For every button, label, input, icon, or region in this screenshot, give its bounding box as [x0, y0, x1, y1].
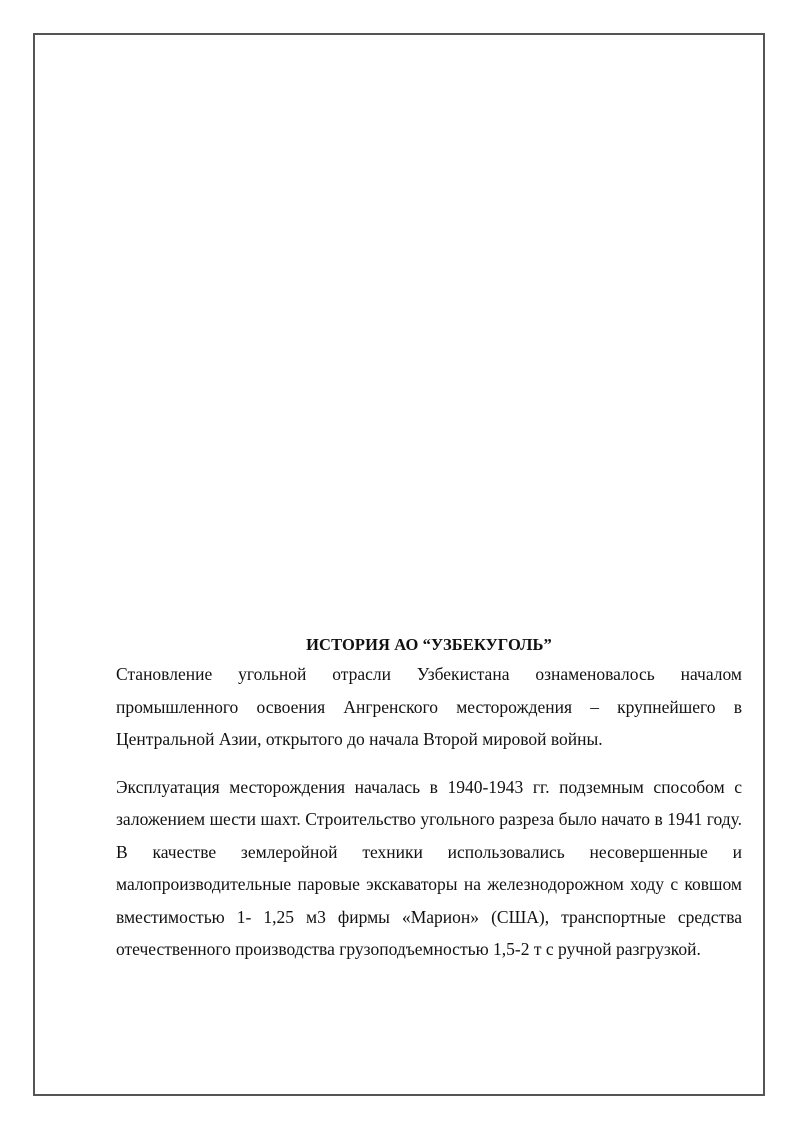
document-title: ИСТОРИЯ АО “УЗБЕКУГОЛЬ”	[306, 635, 552, 654]
document-body	[116, 634, 742, 966]
paragraph-2: Эксплуатация месторождения началась в 1940-1943 гг. подземным способом с заложением шести шахт. Строительство угольного разреза было начато в 1941 году. В качестве землеройной техники использовались несовершенные и малопроизводительные паровые экскаваторы на железнодорожном ходу с ковшом вместимостью 1- 1,25 м3 фирмы «Марион» (США), транспортные средства отечественного производства грузоподъемностью 1,5-2 т с ручной разгрузкой.	[116, 776, 742, 959]
paragraph-1: Становление угольной отрасли Узбекистана ознаменовалось началом промышленного освоения Ангренского месторождения – крупнейшего в Центральной Азии, открытого до начала Второй мировой войны.	[116, 664, 742, 749]
